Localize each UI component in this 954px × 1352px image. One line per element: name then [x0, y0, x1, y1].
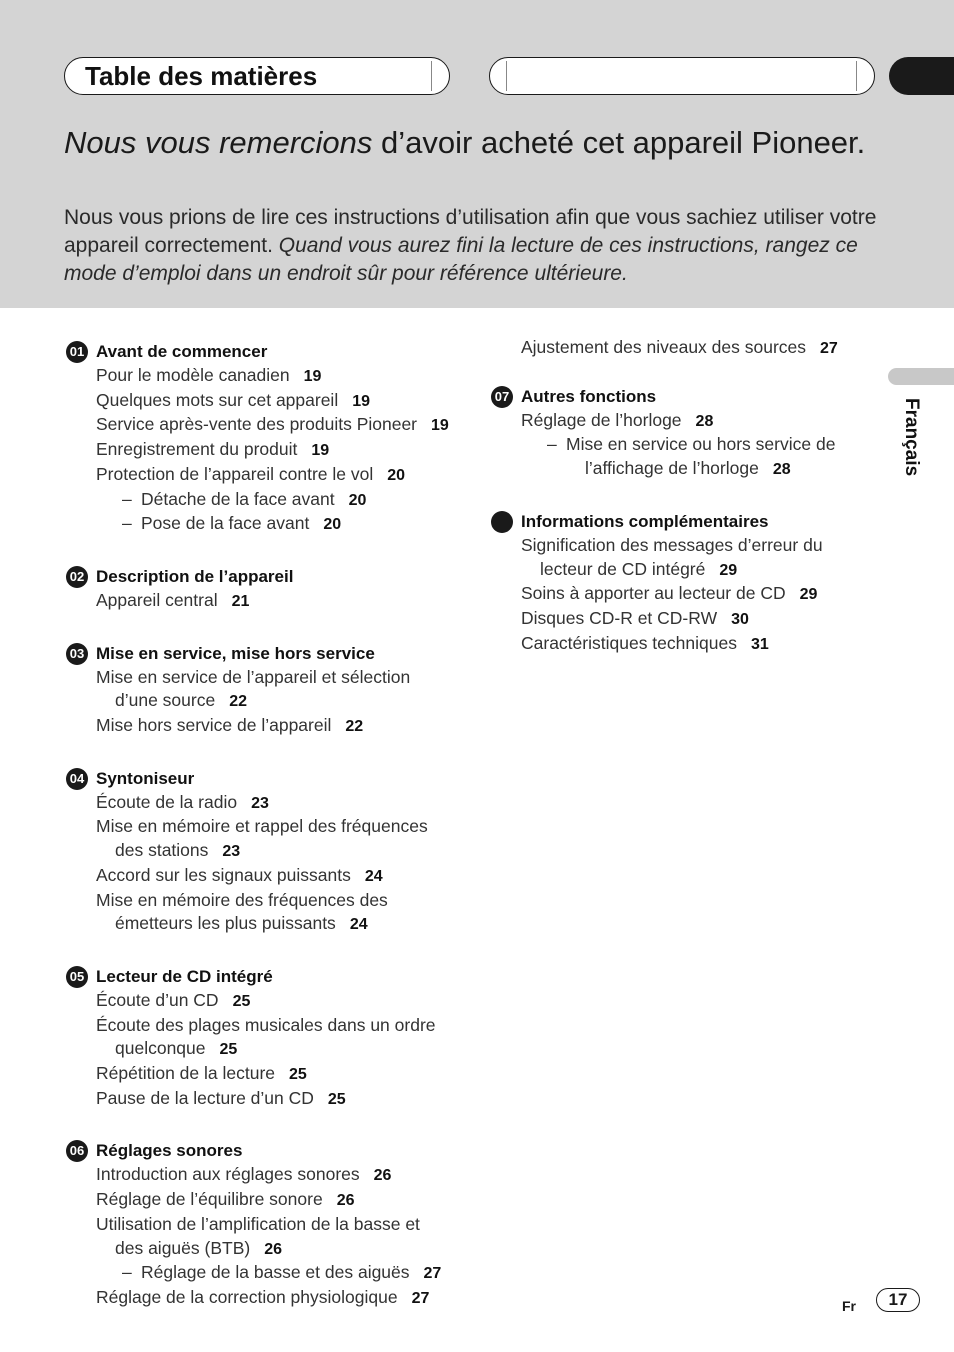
toc-entry[interactable] [96, 488, 464, 513]
toc-entry[interactable] [96, 815, 464, 863]
entry-text: Écoute d’un CD [96, 989, 219, 1010]
entry-text: Pause de la lecture d’un CD [96, 1087, 314, 1108]
entry-page: 19 [352, 392, 371, 410]
entry-text: Signification des messages d’erreur du [521, 534, 823, 555]
entry-page: 20 [387, 466, 406, 484]
entry-continuation: quelconque 25 [115, 1038, 238, 1059]
chapter-badge: 02 [66, 566, 88, 588]
toc-entry[interactable] [96, 463, 464, 488]
entry-continuation: des stations 23 [115, 840, 241, 861]
toc-entry[interactable] [96, 413, 464, 438]
entry-text: Enregistrement du produit [96, 439, 298, 460]
entry-page: 28 [772, 461, 791, 479]
entry-page: 22 [345, 718, 364, 736]
toc-entry[interactable] [521, 409, 869, 434]
toc-entry[interactable] [521, 607, 869, 632]
intro-plain: Nous vous prions de lire ces instructions d’utilisation afin que vous sachiez utiliser votre appareil correctement. [64, 206, 877, 257]
section-title: Table des matières [85, 61, 318, 91]
entry-text: Pour le modèle canadien [96, 365, 290, 385]
entry-text: Accord sur les signaux puissants [96, 864, 351, 885]
toc-section [489, 381, 869, 482]
tab-divider [431, 61, 432, 91]
entry-page: 21 [231, 592, 250, 610]
section-title-tab [64, 57, 450, 95]
entry-page: 25 [327, 1090, 346, 1108]
entry-page: 22 [229, 693, 248, 711]
entry-text: Détache de la face avant [141, 488, 335, 509]
toc-entry[interactable] [521, 582, 869, 607]
toc-section [64, 763, 464, 937]
toc-entry[interactable] [96, 1062, 464, 1087]
toc-section [64, 638, 464, 739]
chapter-badge: 04 [66, 768, 88, 790]
entry-text: Mise hors service de l’appareil [96, 715, 332, 736]
entry-text: Caractéristiques techniques [521, 632, 737, 653]
entry-text: Ajustement des niveaux des sources [521, 337, 807, 357]
toc-section [489, 336, 869, 361]
sub-dash: – [122, 1262, 132, 1283]
toc-entry[interactable] [96, 512, 464, 537]
chapter-title[interactable]: Autres fonctions [521, 386, 657, 406]
toc-entry[interactable] [96, 1163, 464, 1188]
entry-page: 24 [349, 916, 368, 934]
entry-text: Disques CD-R et CD-RW [521, 607, 718, 628]
entry-text: Réglage de l’équilibre sonore [96, 1189, 323, 1210]
toc-entry[interactable] [96, 666, 464, 714]
entry-continuation: lecteur de CD intégré 29 [540, 558, 738, 579]
entry-text: Réglage de la correction physiologique [96, 1286, 398, 1307]
toc-entry[interactable] [96, 791, 464, 816]
language-label: Français [901, 398, 922, 477]
toc-entry[interactable] [96, 989, 464, 1014]
chapter-title[interactable]: Mise en service, mise hors service [96, 643, 375, 663]
toc-entry[interactable] [96, 364, 464, 389]
headline-rest: d’avoir acheté cet appareil Pioneer. [372, 125, 866, 160]
toc-entry[interactable] [96, 889, 464, 937]
tab-divider [856, 61, 857, 91]
entry-page: 26 [264, 1240, 282, 1258]
entry-text: Écoute de la radio [96, 791, 238, 812]
entry-text: Mise en mémoire des fréquences des [96, 889, 388, 910]
entry-page: 26 [373, 1167, 392, 1185]
toc-section [64, 561, 464, 614]
intro-italic: Quand vous aurez fini la lecture de ces instructions, rangez ce mode d’emploi dans un endroit sûr pour référence ultérieure. [64, 234, 858, 285]
toc-entry[interactable] [96, 1188, 464, 1213]
blank-tab [489, 57, 875, 95]
entry-page: 23 [222, 843, 241, 861]
entry-text: Utilisation de l’amplification de la basse et [96, 1213, 420, 1234]
language-tab-marker [888, 368, 954, 385]
entry-text: Introduction aux réglages sonores [96, 1164, 360, 1185]
entry-page: 25 [289, 1066, 307, 1084]
toc-entry[interactable] [96, 864, 464, 889]
entry-page: 27 [820, 340, 838, 357]
intro-paragraph [64, 204, 884, 288]
entry-page: 23 [251, 794, 269, 812]
entry-text: Protection de l’appareil contre le vol [96, 463, 374, 484]
chapter-title[interactable]: Lecteur de CD intégré [96, 966, 273, 986]
chapter-title[interactable]: Informations complémentaires [521, 511, 769, 531]
headline [64, 126, 884, 160]
headline-italic: Nous vous remercions [64, 125, 373, 160]
entry-text: Service après-vente des produits Pioneer [96, 414, 418, 435]
chapter-badge: 05 [66, 966, 88, 988]
entry-page: 20 [323, 516, 342, 534]
chapter-title[interactable]: Description de l’appareil [96, 566, 294, 586]
entry-text: Mise en service ou hors service de [566, 434, 836, 455]
entry-page: 25 [232, 992, 251, 1010]
entry-text: Mise en service de l’appareil et sélection [96, 666, 411, 687]
entry-text: Réglage de l’horloge [521, 409, 682, 430]
entry-page: 30 [731, 610, 749, 628]
entry-continuation: émetteurs les plus puissants 24 [115, 913, 368, 934]
chapter-badge: 07 [491, 386, 513, 408]
sub-dash: – [122, 488, 132, 509]
chapter-title[interactable]: Avant de commencer [96, 342, 268, 361]
entry-page: 31 [750, 635, 769, 653]
footer-lang-code: Fr [842, 1298, 856, 1314]
entry-page: 19 [303, 368, 322, 385]
toc-entry[interactable] [96, 438, 464, 463]
toc-entry[interactable] [96, 589, 464, 614]
toc-section [64, 961, 464, 1112]
toc-section [64, 1135, 464, 1310]
chapter-badge: 01 [66, 341, 88, 363]
entry-page: 29 [799, 586, 818, 604]
toc-entry[interactable] [96, 1014, 464, 1062]
entry-page: 27 [411, 1289, 430, 1307]
toc-right-column [489, 336, 869, 680]
entry-page: 19 [311, 442, 330, 460]
chapter-title[interactable]: Réglages sonores [96, 1141, 243, 1161]
entry-text: Mise en mémoire et rappel des fréquences [96, 816, 428, 837]
toc-entry[interactable] [521, 336, 869, 361]
chapter-badge: 06 [66, 1140, 88, 1162]
entry-page: 29 [719, 561, 738, 579]
page-number: 17 [876, 1288, 920, 1312]
entry-text: Quelques mots sur cet appareil [96, 389, 339, 410]
toc-entry[interactable] [521, 433, 869, 481]
toc-entry[interactable] [96, 1213, 464, 1261]
entry-page: 25 [219, 1041, 238, 1059]
entry-continuation: des aiguës (BTB) 26 [115, 1237, 282, 1258]
toc-entry[interactable] [96, 1286, 464, 1311]
dark-tab [889, 57, 954, 95]
toc-entry[interactable] [521, 534, 869, 582]
chapter-badge: 03 [66, 643, 88, 665]
toc-entry[interactable] [96, 1261, 464, 1286]
entry-page: 24 [364, 867, 383, 885]
entry-text: Réglage de la basse et des aiguës [141, 1262, 410, 1283]
entry-text: Soins à apporter au lecteur de CD [521, 583, 786, 604]
entry-page: 26 [336, 1192, 355, 1210]
tab-divider [506, 61, 507, 91]
toc-left-column [64, 336, 464, 1335]
toc-section [64, 336, 464, 537]
entry-page: 20 [348, 491, 367, 509]
chapter-badge [491, 511, 513, 533]
entry-page: 19 [431, 417, 449, 435]
toc-section [489, 506, 869, 657]
sub-dash: – [122, 513, 132, 534]
entry-text: Appareil central [96, 589, 218, 610]
entry-text: Écoute des plages musicales dans un ordre [96, 1014, 436, 1035]
entry-text: Pose de la face avant [141, 513, 310, 534]
chapter-title[interactable]: Syntoniseur [96, 768, 195, 788]
entry-page: 27 [423, 1265, 442, 1283]
entry-text: Répétition de la lecture [96, 1063, 275, 1084]
toc-entry[interactable] [521, 632, 869, 657]
toc-entry[interactable] [96, 389, 464, 414]
entry-page: 28 [695, 412, 714, 430]
entry-continuation: l’affichage de l’horloge 28 [585, 458, 791, 479]
entry-continuation: d’une source 22 [115, 690, 248, 711]
toc-entry[interactable] [96, 1087, 464, 1112]
toc-entry[interactable] [96, 714, 464, 739]
sub-dash: – [547, 434, 557, 455]
